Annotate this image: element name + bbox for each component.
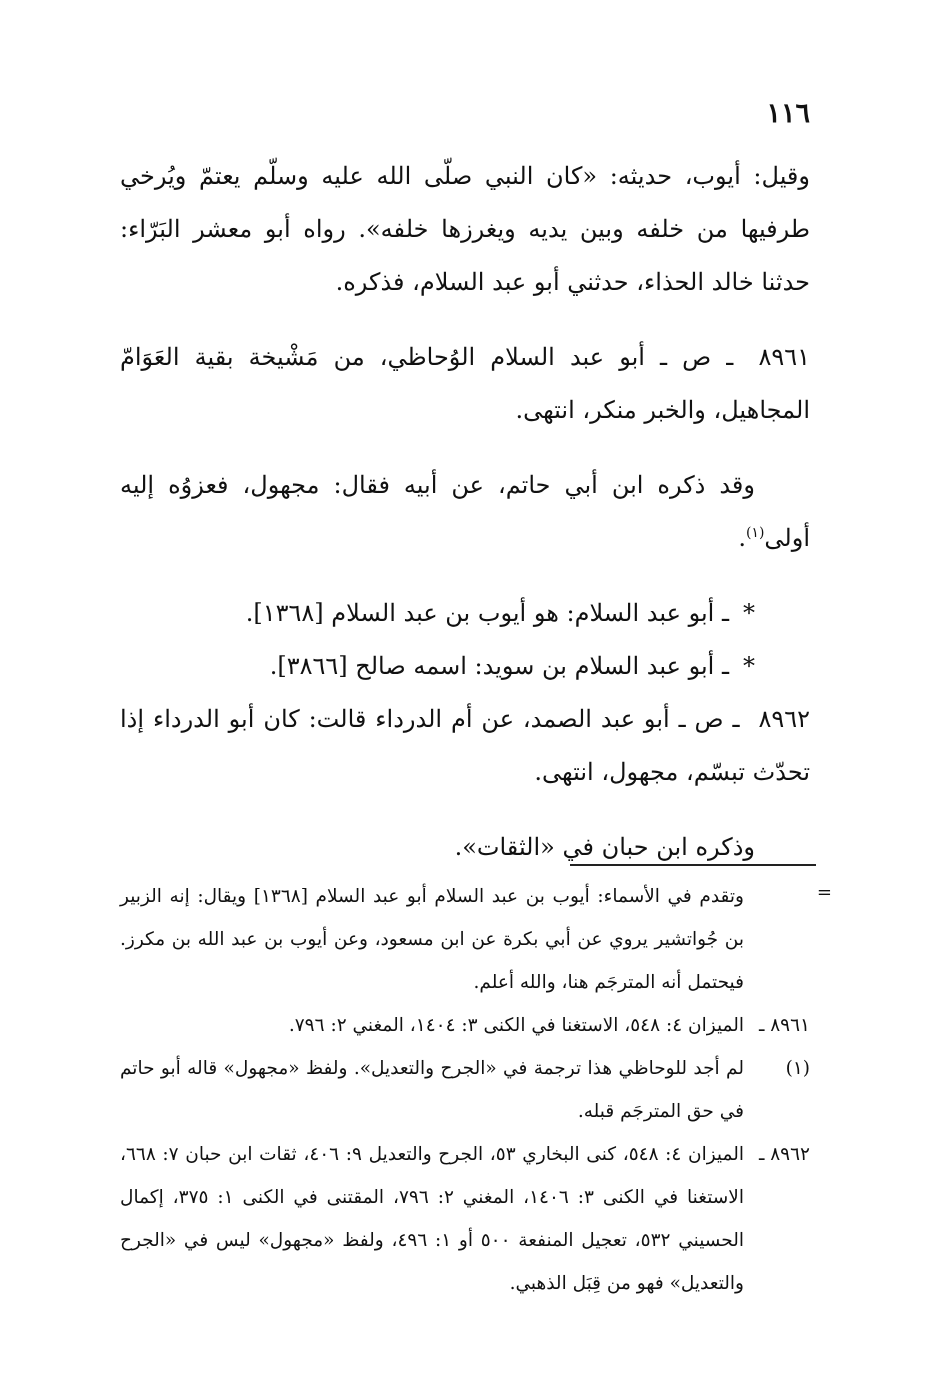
footnote-divider	[570, 864, 816, 866]
main-text	[120, 150, 810, 896]
footnote-continuation: وتقدم في الأسماء: أيوب بن عبد السلام أبو عبد السلام [١٣٦٨] ويقال: إنه الزبير بن جُواتشير يروي عن أبي بكرة عن ابن مسعود، وعن أيوب بن عبد الله بن مكرز. فيحتمل أنه المترجَم هنا، والله أعلم.	[120, 886, 744, 993]
footnote-1	[120, 1047, 810, 1133]
page-number: ١١٦	[766, 98, 810, 129]
entry-number: ٨٩٦١	[758, 343, 810, 371]
paragraph-intro: وقيل: أيوب، حديثه: «كان النبي صلّى الله عليه وسلّم يعتمّ ويُرخي طرفيها من خلفه وبين يديه ويغرزها خلفه». رواه أبو معشر البَرّاء: حدثنا خالد الحذاء، حدثني أبو عبد السلام، فذكره.	[120, 162, 810, 296]
entry-text: ـ ص ـ أبو عبد الصمد، عن أم الدرداء قالت: كان أبو الدرداء إذا تحدّث تبسّم، مجهول، انتهى.	[120, 705, 810, 786]
asterisk-icon: *	[743, 652, 755, 680]
entry-text: ـ ص ـ أبو عبد السلام الوُحاظي، من مَشْيخة بقية العَوَامّ المجاهيل، والخبر منكر، انتهى.	[120, 343, 810, 424]
footnote-8961	[120, 1004, 810, 1047]
asterisk-icon: *	[743, 599, 755, 627]
cross-reference-2	[120, 640, 810, 693]
entry-8962	[120, 693, 810, 799]
footnote-text: الميزان ٤: ٥٤٨، الاستغنا في الكنى ٣: ١٤٠٤، المغني ٢: ٧٩٦.	[288, 1015, 744, 1036]
continuation-marker: =	[816, 882, 832, 903]
cross-reference-1	[120, 587, 810, 640]
footnote-ref: (١)	[745, 525, 765, 541]
footnotes	[120, 875, 810, 1305]
entry-8961	[120, 331, 810, 437]
paragraph-end: .	[738, 524, 746, 552]
entry-number: ٨٩٦٢	[758, 705, 810, 733]
footnote-8962	[120, 1133, 810, 1305]
cross-reference-text: ـ أبو عبد السلام: هو أيوب بن عبد السلام [١٣٦٨].	[245, 599, 729, 627]
footnote-text: لم أجد للوحاظي هذا ترجمة في «الجرح والتعديل». ولفظ «مجهول» قاله أبو حاتم في حق المترجَم قبله.	[120, 1058, 744, 1122]
footnote-text: الميزان ٤: ٥٤٨، كنى البخاري ٥٣، الجرح والتعديل ٩: ٤٠٦، ثقات ابن حبان ٧: ٦٦٨، الاستغنا في الكنى ٣: ١٤٠٦، المغني ٢: ٧٩٦، المقتنى في الكنى ١: ٣٧٥، إكمال الحسيني ٥٣٢، تعجيل المنفعة ٥٠٠ أو ١: ٤٩٦، ولفظ «مجهول» ليس في «الجرح والتعديل» فهو من قِبَل الذهبي.	[120, 1144, 745, 1294]
footnote-number: (١)	[785, 1058, 810, 1079]
footnote-number: ٨٩٦١ ـ	[758, 1015, 810, 1036]
paragraph-abi-hatim	[120, 459, 810, 565]
paragraph-ibn-hibban: وذكره ابن حبان في «الثقات».	[454, 833, 755, 861]
cross-reference-text: ـ أبو عبد السلام بن سويد: اسمه صالح [٣٨٦٦].	[269, 652, 729, 680]
paragraph-text: وقد ذكره ابن أبي حاتم، عن أبيه فقال: مجهول، فعزوُه إليه أولى	[120, 471, 810, 552]
footnote-number: ٨٩٦٢ ـ	[758, 1144, 810, 1165]
